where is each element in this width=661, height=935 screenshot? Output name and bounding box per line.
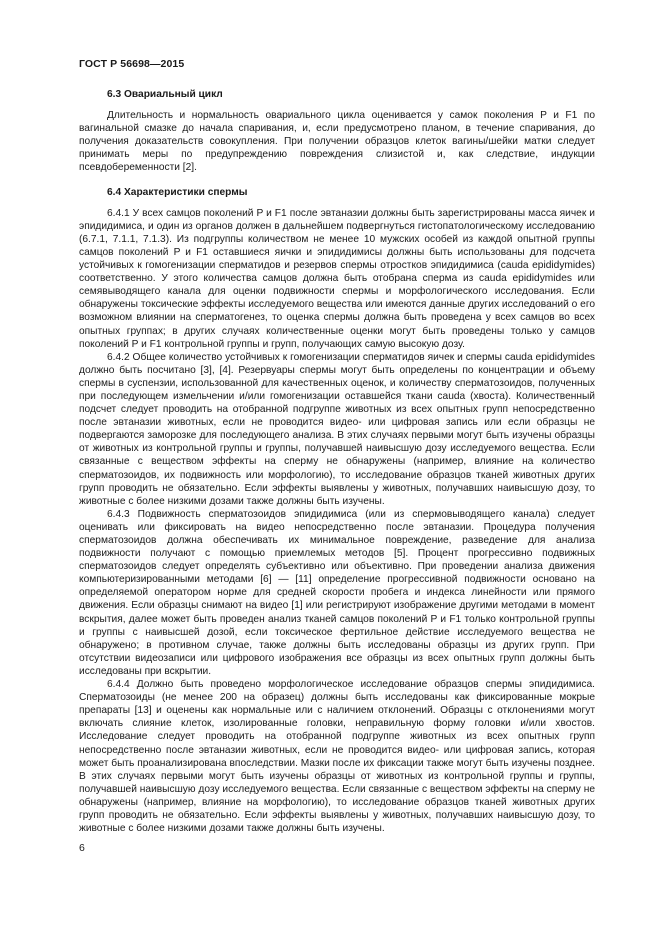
paragraph-6-4-3: 6.4.3 Подвижность сперматозоидов эпидидимиса (или из спермовыводящего канала) следует оценивать или фиксировать на видео непосредственно после эвтаназии. Процедура получения сперматозоидов должна обеспечивать их минимальное повреждение, разведение для анализа подвижности получают с помощью приемлемых методов [5]. Процент прогрессивно подвижных сперматозоидов следует определять субъективно или объективно. При проведении анализа движения компьютеризированными методами [6] — [11] определение прогрессивной подвижности основано на определяемой оператором норме для средней скорости пробега и индекса линейности или прямого движения. Если образцы снимают на видео [1] или регистрируют изображение другими методами в момент вскрытия, далее может быть проведен анализ тканей самцов поколений P и F1 только контрольной группы и группы с наивысшей дозой, если токсическое фертильное действие исследуемого вещества не обнаружено; в противном случае, также должны быть исследованы образцы из других групп. При отсутствии видеозаписи или цифрового изображения все образцы из всех опытных групп должны быть исследованы при вскрытии. <box>79 508 595 677</box>
document-header: ГОСТ Р 56698—2015 <box>79 58 185 70</box>
page-number: 6 <box>79 842 85 854</box>
section-gap <box>79 175 595 186</box>
document-body <box>79 88 595 835</box>
paragraph-6-4-2: 6.4.2 Общее количество устойчивых к гомогенизации сперматидов яичек и спермы cauda epididymides должно быть посчитано [3], [4]. Резервуары спермы могут быть определены по концентрации и объему спермы в суспензии, использованной для качественных оценок, и количеству сперматозоидов, полученных при последующем измельчении и/или гомогенизации оставшейся ткани cauda (хвоста). Количественный подсчет следует проводить на отобранной подгруппе животных из всех опытных групп непосредственно после эвтаназии животных, если не проводится видео- или цифровая запись или если образцы не подвергаются заморозке для последующего анализа. В этих случаях первыми могут быть изучены образцы от животных из контрольной группы и группы, получавшей наивысшую дозу исследуемого вещества. Если связанные с веществом эффекты на сперму не обнаружены (например, влияние на количество сперматозоидов, их подвижность или морфологию), то исследование образцов тканей животных других групп проводить не обязательно. Если эффекты выявлены у животных, получавших наивысшую дозу, то животные с более низкими дозами также должны быть изучены. <box>79 351 595 507</box>
paragraph-ovarian-cycle: Длительность и нормальность овариального цикла оценивается у самок поколения P и F1 по вагинальной смазке до начала спаривания, и, если предусмотрено планом, в течение спаривания, до получения доказательств совокупления. При получении образцов клеток вагины/шейки матки следует принимать меры по предупреждению повреждения слизистой и, как следствие, индукции псевдобеременности [2]. <box>79 110 595 174</box>
section-title-sperm-characteristics: 6.4 Характеристики спермы <box>107 186 248 198</box>
section-title-ovarian-cycle: 6.3 Овариальный цикл <box>107 89 223 100</box>
paragraph-6-4-1: 6.4.1 У всех самцов поколений P и F1 после эвтаназии должны быть зарегистрированы масса яичек и эпидидимиса, и один из органов должен в дальнейшем подвергнуться гистопатологическому исследованию (6.7.1, 7.1.1, 7.1.3). Из подгруппы количеством не менее 10 мужских особей из каждой опытной группы самцов поколений P и F1 оставшиеся яички и эпидидимисы должны быть использованы для подсчета устойчивых к гомогенизации сперматидов и резервов спермы отростков эпидидимиса (cauda epididymides) соответственно. У этого количества самцов должна быть отобрана сперма из cauda epididymides или семявыводящего канала для оценки подвижности спермы и морфологического исследования. Если обнаружены токсические эффекты исследуемого вещества или имеются данные других исследований о его возможном влиянии на сперматогенез, то оценка спермы должна быть проведена у всех самцов во всех опытных группах; в других случаях количественные оценки могут быть проведены только у самцов поколений P и F1 контрольной группы и групп, получающих самую высокую дозу. <box>79 207 595 350</box>
paragraph-6-4-4: 6.4.4 Должно быть проведено морфологическое исследование образцов спермы эпидидимиса. Сперматозоиды (не менее 200 на образец) должны быть исследованы как фиксированные мокрые препараты [13] и оценены как нормальные или с наличием отклонений. Образцы с отклонениями могут включать слияние клеток, изолированные головки, неправильную форму головки и/или хвостов. Исследование следует проводить на отобранной подгруппе животных из всех опытных групп непосредственно после эвтаназии животных, если не проводится видео- или цифровая запись, которая может быть проанализирована впоследствии. Мазки после их фиксации также могут быть изучены позднее. В этих случаях первыми могут быть изучены образцы от животных из контрольной группы и группы, получавшей наивысшую дозу исследуемого вещества. Если связанные с веществом эффекты на сперму не обнаружены (например, влияние на морфологию), то исследование образцов тканей животных других групп проводить не обязательно. Если эффекты выявлены у животных, получавших наивысшую дозу, то животные с более низкими дозами также должны быть изучены. <box>79 679 595 835</box>
